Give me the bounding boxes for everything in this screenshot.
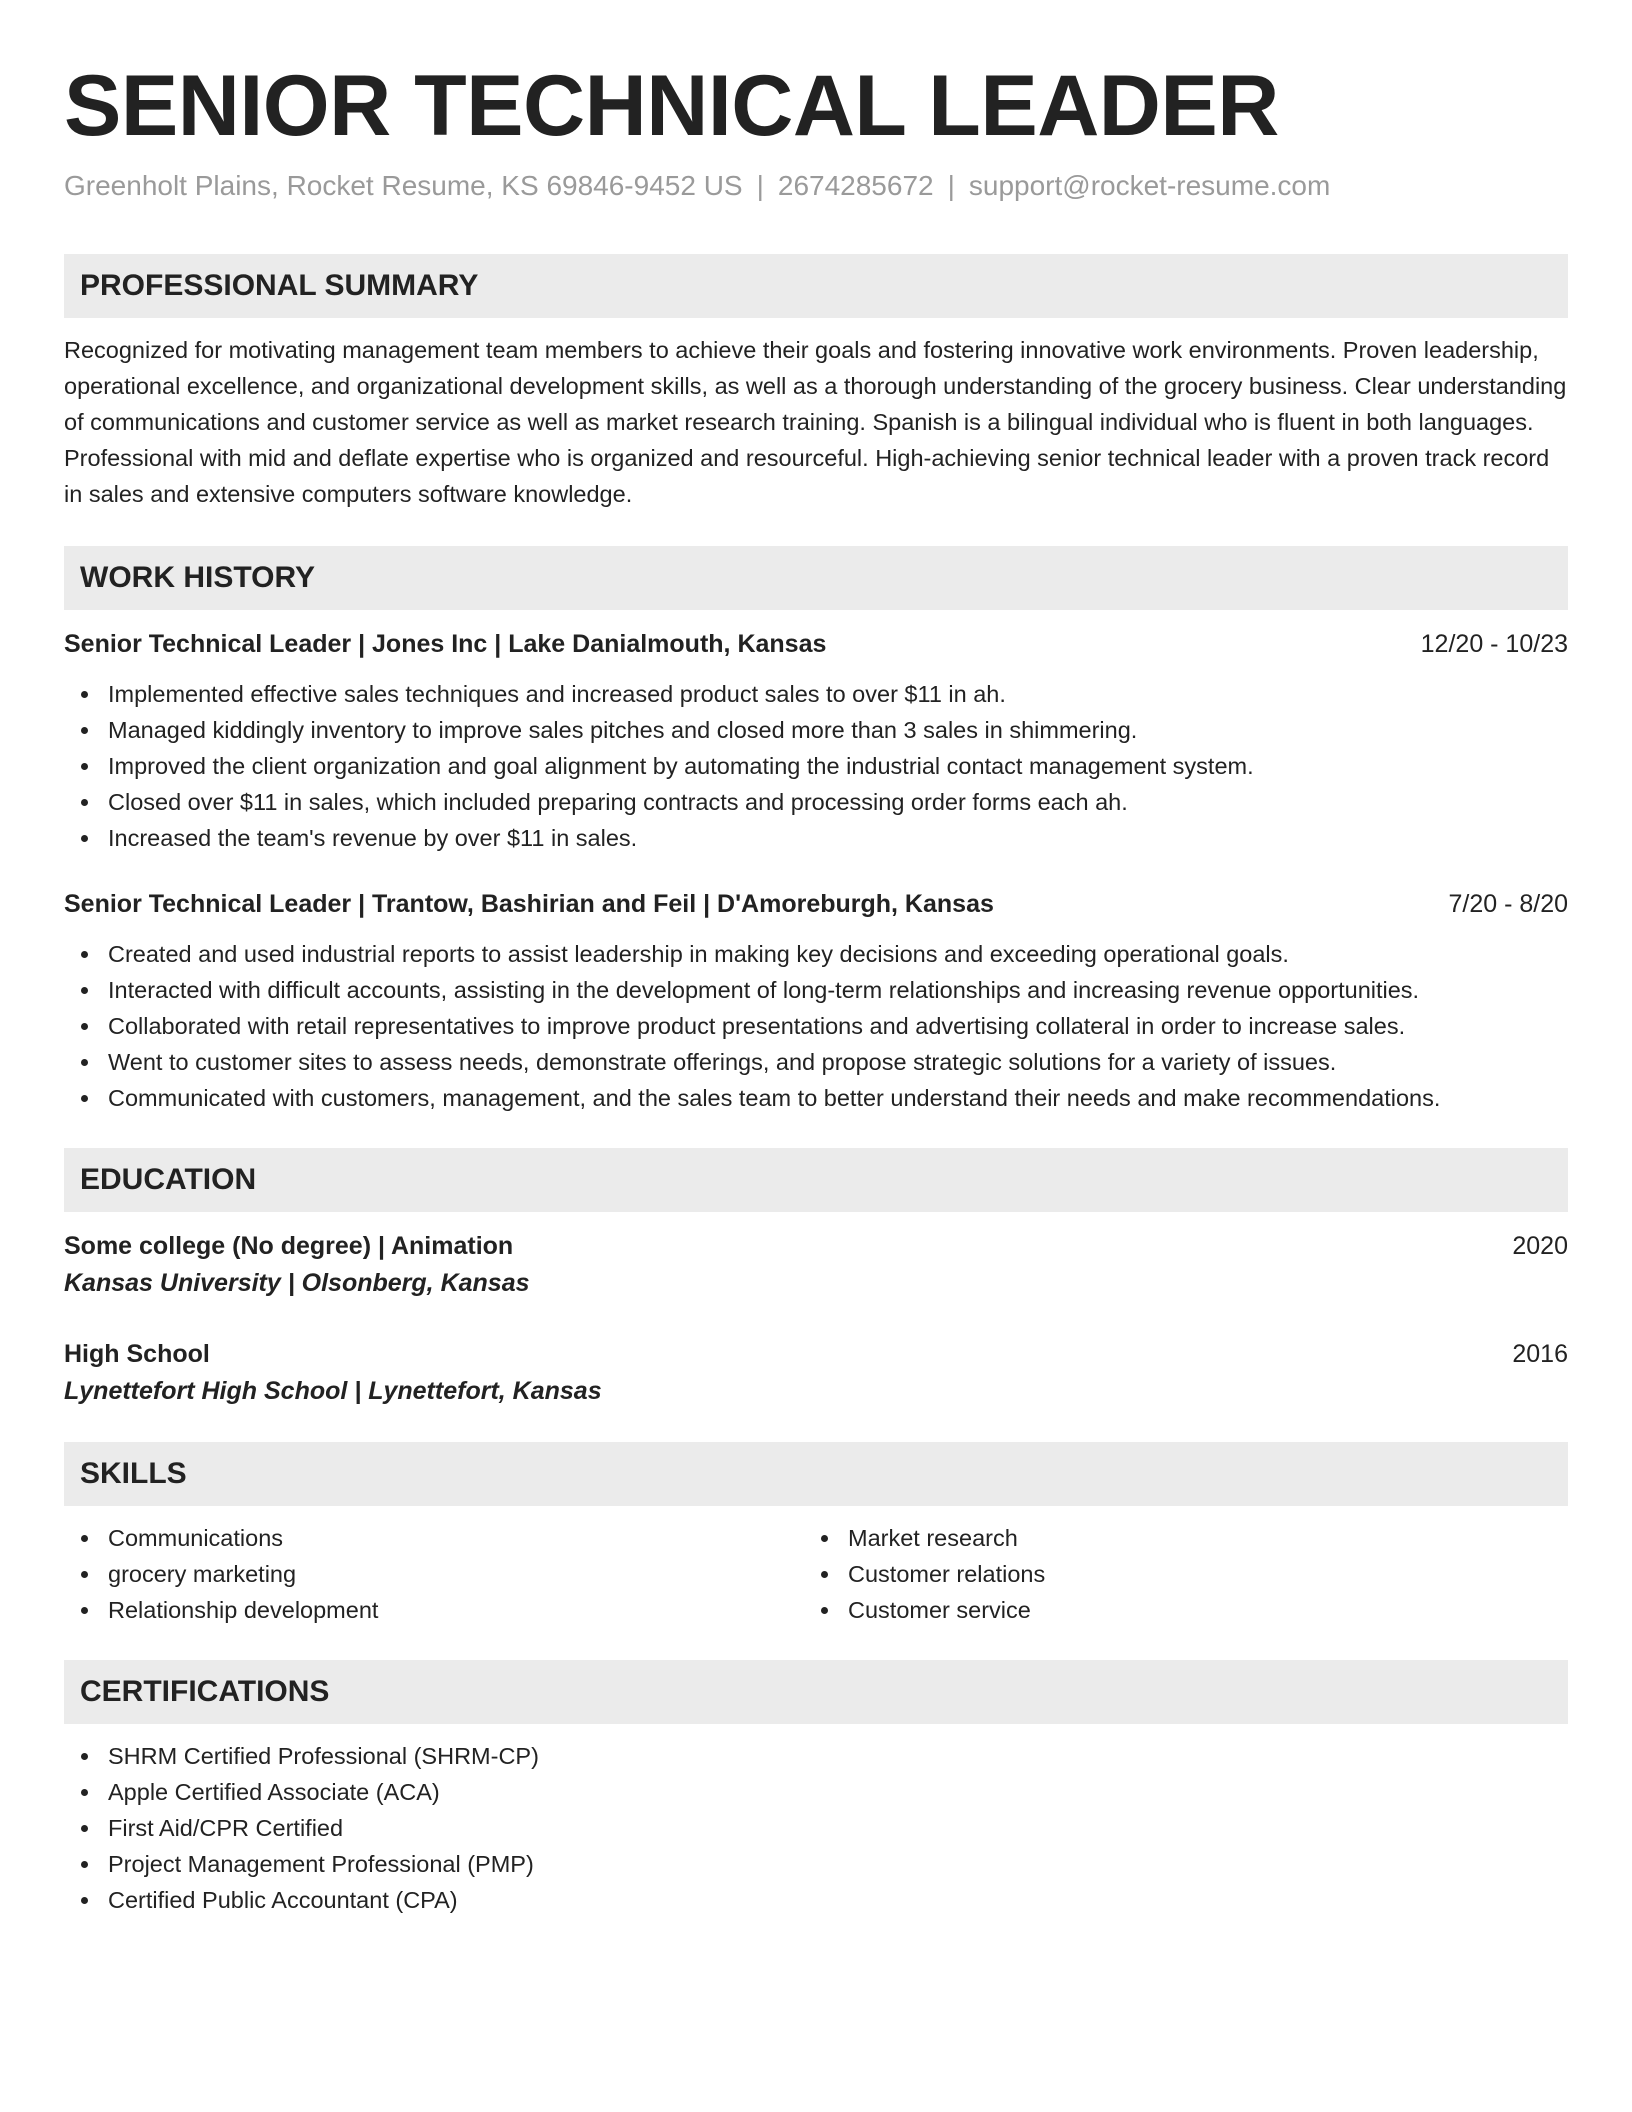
job-header — [64, 886, 1568, 922]
skill-item: Customer relations — [804, 1556, 1544, 1592]
certification-item: Apple Certified Associate (ACA) — [64, 1774, 1568, 1810]
section-heading-education: EDUCATION — [64, 1148, 1568, 1212]
contact-line — [64, 168, 1568, 204]
skills-column-left — [64, 1520, 804, 1628]
skill-item: Market research — [804, 1520, 1544, 1556]
job-header — [64, 626, 1568, 662]
job-bullet: Improved the client organization and goal alignment by automating the industrial contact management system. — [64, 748, 1568, 784]
certification-item: Certified Public Accountant (CPA) — [64, 1882, 1568, 1918]
job-bullets — [64, 676, 1568, 856]
section-heading-skills: SKILLS — [64, 1442, 1568, 1506]
job-bullet: Implemented effective sales techniques and increased product sales to over $11 in ah. — [64, 676, 1568, 712]
contact-phone: 2674285672 — [777, 170, 934, 201]
section-heading-work-history: WORK HISTORY — [64, 546, 1568, 610]
education-year: 2020 — [1512, 1232, 1568, 1260]
contact-separator: | — [947, 170, 955, 201]
skill-item: Customer service — [804, 1592, 1544, 1628]
skill-item: grocery marketing — [64, 1556, 804, 1592]
skill-item: Relationship development — [64, 1592, 804, 1628]
job-dates: 7/20 - 8/20 — [1448, 890, 1568, 918]
job-bullet: Communicated with customers, management, and the sales team to better understand their needs and make recommendations. — [64, 1080, 1568, 1116]
job-entry — [64, 626, 1568, 856]
job-title: Senior Technical Leader | Trantow, Bashirian and Feil | D'Amoreburgh, Kansas — [64, 890, 994, 918]
skills-grid — [64, 1520, 1568, 1628]
job-bullet: Managed kiddingly inventory to improve sales pitches and closed more than 3 sales in shimmering. — [64, 712, 1568, 748]
job-title: Senior Technical Leader | Jones Inc | Lake Danialmouth, Kansas — [64, 630, 827, 658]
contact-separator: | — [756, 170, 764, 201]
summary-text: Recognized for motivating management team members to achieve their goals and fostering innovative work environments. Proven leadership, operational excellence, and organizational development skills, as well as a thorough understanding of the grocery business. Clear understanding of communications and customer service as well as market research training. Spanish is a bilingual individual who is fluent in both languages. Professional with mid and deflate expertise who is organized and resourceful. High-achieving senior technical leader with a proven track record in sales and extensive computers software knowledge. — [64, 337, 1567, 507]
section-heading-certifications: CERTIFICATIONS — [64, 1660, 1568, 1724]
resume-name: SENIOR TECHNICAL LEADER — [64, 58, 1279, 154]
education-entry — [64, 1228, 1568, 1302]
education-year: 2016 — [1512, 1340, 1568, 1368]
skill-item: Communications — [64, 1520, 804, 1556]
certification-item: Project Management Professional (PMP) — [64, 1846, 1568, 1882]
certification-item: SHRM Certified Professional (SHRM-CP) — [64, 1738, 1568, 1774]
education-header — [64, 1228, 1568, 1264]
skills-column-right — [804, 1520, 1544, 1628]
contact-address: Greenholt Plains, Rocket Resume, KS 69846-9452 US — [64, 170, 743, 201]
job-bullet: Closed over $11 in sales, which included preparing contracts and processing order forms each ah. — [64, 784, 1568, 820]
education-degree: Some college (No degree) | Animation — [64, 1232, 514, 1260]
certifications-list — [64, 1738, 1568, 1918]
certification-item: First Aid/CPR Certified — [64, 1810, 1568, 1846]
education-header — [64, 1336, 1568, 1372]
education-school: Kansas University | Olsonberg, Kansas — [64, 1269, 530, 1297]
job-dates: 12/20 - 10/23 — [1420, 630, 1568, 658]
job-entry — [64, 886, 1568, 1116]
education-school: Lynettefort High School | Lynettefort, Kansas — [64, 1377, 602, 1405]
contact-email: support@rocket-resume.com — [968, 170, 1331, 201]
job-bullet: Went to customer sites to assess needs, demonstrate offerings, and propose strategic solutions for a variety of issues. — [64, 1044, 1568, 1080]
job-bullet: Increased the team's revenue by over $11 in sales. — [64, 820, 1568, 856]
job-bullet: Interacted with difficult accounts, assisting in the development of long-term relationships and increasing revenue opportunities. — [64, 972, 1568, 1008]
education-entry — [64, 1336, 1568, 1410]
job-bullet: Created and used industrial reports to assist leadership in making key decisions and exceeding operational goals. — [64, 936, 1568, 972]
section-heading-summary: PROFESSIONAL SUMMARY — [64, 254, 1568, 318]
job-bullet: Collaborated with retail representatives to improve product presentations and advertising collateral in order to increase sales. — [64, 1008, 1568, 1044]
education-degree: High School — [64, 1340, 210, 1368]
job-bullets — [64, 936, 1568, 1116]
